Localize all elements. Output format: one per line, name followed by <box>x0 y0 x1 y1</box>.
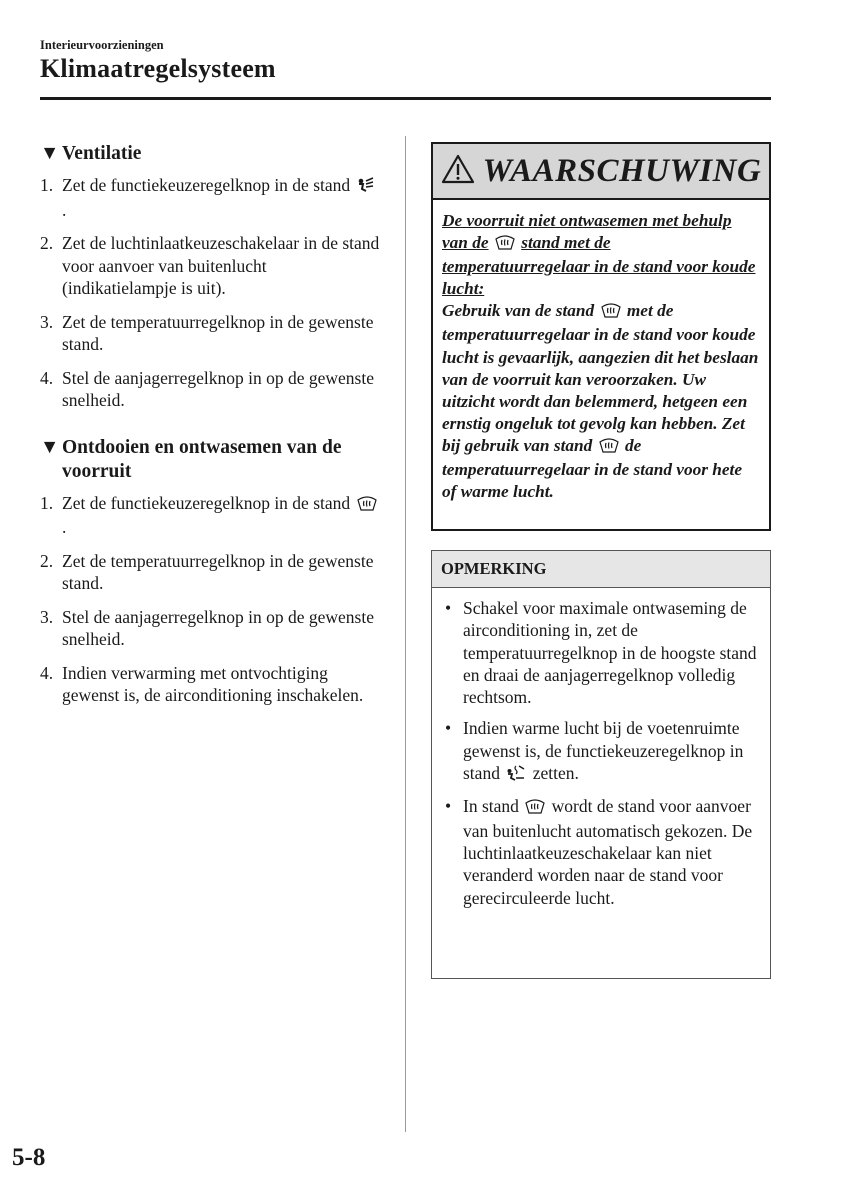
warning-text: met de temperatuurregelaar in de stand voor koude lucht is gevaarlijk, aangezien dit het beslaan van de voorruit kan veroorzaken. Uw uitzicht wordt dan belemmerd, hetgeen een ernstig ongeluk tot gevolg kan hebben. Zet bij gebruik van stand <box>442 301 759 455</box>
warning-title: WAARSCHUWING <box>482 152 762 189</box>
list-item <box>40 232 385 300</box>
defrost-heading-text: Ontdooien en ontwasemen van de voorruit <box>62 436 342 482</box>
list-item <box>40 550 385 595</box>
defrost-floor-mode-icon <box>506 764 526 786</box>
warning-body <box>433 200 769 503</box>
windshield-defrost-icon <box>601 302 621 324</box>
step-number: 3. <box>40 606 54 627</box>
step-number: 4. <box>40 662 54 683</box>
list-item <box>40 311 385 356</box>
defrost-steps <box>40 492 385 707</box>
warning-header <box>433 144 769 200</box>
list-item <box>442 795 762 908</box>
windshield-defrost-icon <box>599 437 619 459</box>
note-title: OPMERKING <box>432 551 770 588</box>
triangle-bullet-icon: ▼ <box>40 143 60 164</box>
ventilation-heading <box>40 142 385 166</box>
section-label: Interieurvoorzieningen <box>40 38 164 52</box>
bullet-icon: • <box>445 796 452 817</box>
warning-text: de temperatuurregelaar in de stand voor hete of warme lucht. <box>442 435 743 502</box>
list-item <box>40 662 385 707</box>
list-item <box>40 606 385 651</box>
defrost-heading <box>40 436 385 484</box>
step-end: . <box>62 199 67 220</box>
step-text: Zet de temperatuurregelknop in de gewenste stand. <box>62 311 374 354</box>
bullet-icon: • <box>445 598 452 618</box>
list-item <box>442 717 762 786</box>
title-rule <box>40 97 771 100</box>
step-number: 2. <box>40 550 54 571</box>
ventilation-steps <box>40 174 385 412</box>
left-column <box>40 140 385 718</box>
note-text-end: wordt de stand voor aanvoer van buitenlucht automatisch gekozen. De luchtinlaatkeuzeschakelaar kan niet veranderd worden naar de stand voor gerecirculeerde lucht. <box>463 796 753 908</box>
step-number: 4. <box>40 367 54 388</box>
list-item <box>442 597 762 708</box>
warning-lead-text-cont: stand met de temperatuurregelaar in de stand voor koude lucht: <box>442 233 756 299</box>
triangle-bullet-icon: ▼ <box>40 436 60 458</box>
note-text: Indien warme lucht bij de voetenruimte gewenst is, de functiekeuzeregelknop in stand <box>463 718 744 784</box>
step-text: Indien verwarming met ontvochtiging gewenst is, de airconditioning inschakelen. <box>62 662 364 705</box>
ventilation-heading-text: Ventilatie <box>62 143 142 164</box>
note-text: Schakel voor maximale ontwaseming de airconditioning in, zet de temperatuurregelknop in de hoogste stand en draai de aanjagerregelknop volledig rechtsom. <box>463 598 757 708</box>
step-text: Zet de luchtinlaatkeuzeschakelaar in de stand voor aanvoer van buitenlucht (indikatielampje is uit). <box>62 233 380 298</box>
windshield-defrost-icon <box>525 797 545 819</box>
warning-box <box>431 142 771 531</box>
step-text: Stel de aanjagerregelknop in op de gewenste snelheid. <box>62 606 374 649</box>
step-end: . <box>62 517 67 537</box>
step-text: Zet de functiekeuzeregelknop in de stand <box>62 492 351 513</box>
warning-lead-text: De voorruit niet ontwasemen met behulp van de <box>442 211 732 253</box>
face-vent-mode-icon <box>357 176 375 199</box>
bullet-icon: • <box>445 718 452 739</box>
page-title: Klimaatregelsysteem <box>40 54 276 83</box>
page-number: 5-8 <box>12 1144 46 1171</box>
warning-triangle-icon <box>441 154 475 189</box>
note-box <box>431 550 771 979</box>
step-text: Stel de aanjagerregelknop in op de gewenste snelheid. <box>62 367 374 410</box>
step-text: Zet de functiekeuzeregelknop in de stand <box>62 175 351 195</box>
note-text: In stand <box>463 796 519 817</box>
step-number: 1. <box>40 492 54 513</box>
step-text: Zet de temperatuurregelknop in de gewenste stand. <box>62 550 374 593</box>
list-item <box>40 174 385 221</box>
list-item <box>40 367 385 412</box>
column-divider <box>405 136 406 1132</box>
windshield-defrost-icon <box>357 494 377 517</box>
note-list <box>432 597 770 909</box>
warning-text: Gebruik van de stand <box>442 301 595 321</box>
step-number: 2. <box>40 233 54 253</box>
windshield-defrost-icon <box>495 234 515 256</box>
note-text-end: zetten. <box>532 763 579 784</box>
step-number: 1. <box>40 175 54 195</box>
step-number: 3. <box>40 311 54 332</box>
list-item <box>40 492 385 539</box>
